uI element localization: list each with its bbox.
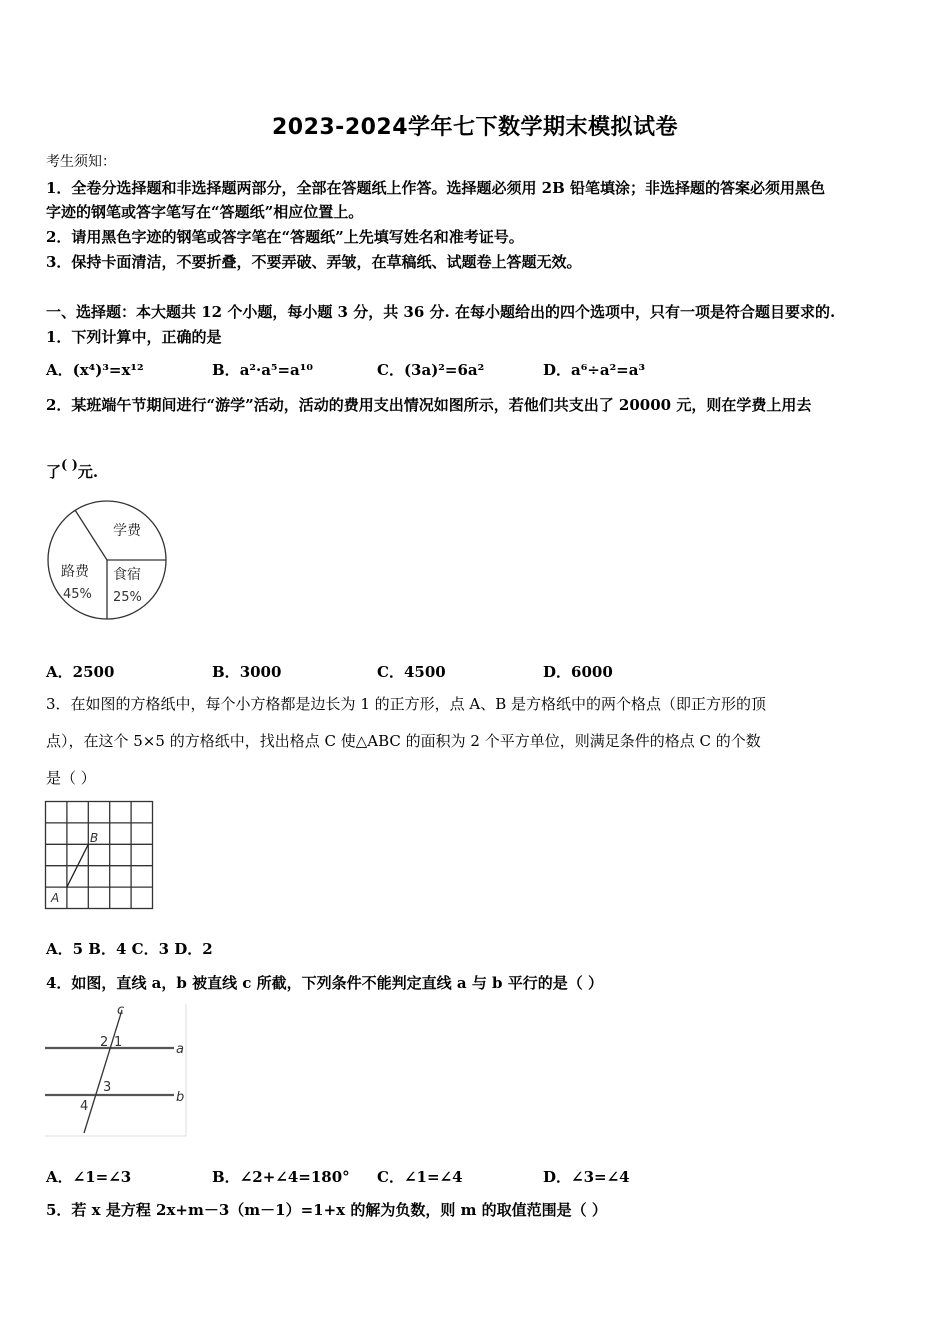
question-4-option-b[interactable]: [212, 1166, 350, 1187]
option-text: 4500: [403, 663, 446, 681]
option-text: a⁶÷a²=a³: [571, 361, 646, 379]
option-text: 3000: [239, 663, 282, 681]
parallel-lines-figure: [44, 1002, 190, 1138]
option-label: B．: [212, 1168, 240, 1186]
notice-item-1: 1．全卷分选择题和非选择题两部分，全部在答题纸上作答。选择题必须用 2B 铅笔填涂；非选择题的答案必须用黑色: [46, 179, 826, 197]
line-b-label: b: [176, 1090, 185, 1105]
question-4-option-a[interactable]: [46, 1166, 131, 1187]
expense-pie-chart: [45, 498, 171, 624]
option-text: 6000: [571, 663, 613, 681]
angle-3-label: 3: [103, 1080, 112, 1095]
question-1-stem: 1．下列计算中，正确的是: [46, 328, 222, 346]
angle-1-label: 1: [114, 1035, 123, 1050]
option-text: 2500: [72, 663, 115, 681]
option-label: D．: [543, 1168, 572, 1186]
question-3-stem: 3．在如图的方格纸中，每个小方格都是边长为 1 的正方形，点 A、B 是方格纸中的两个格点（即正方形的顶: [46, 695, 767, 713]
notice-item-3: 3．保持卡面清洁，不要折叠，不要弄破、弄皱，在草稿纸、试题卷上答题无效。: [46, 253, 582, 271]
option-label: A．: [46, 663, 73, 681]
question-2-option-b[interactable]: [212, 661, 281, 682]
option-text: ∠1=∠3: [72, 1168, 132, 1186]
option-text: ∠3=∠4: [571, 1168, 630, 1186]
grid-figure: [44, 800, 156, 912]
slice-value-food: 25%: [113, 590, 142, 605]
question-1-option-c[interactable]: [377, 359, 484, 380]
line-c-label: c: [117, 1003, 125, 1018]
option-label: D．: [543, 361, 572, 379]
notice-item-1-cont: 字迹的钢笔或答字笔写在“答题纸”相应位置上。: [46, 203, 364, 221]
notice-heading: 考生须知：: [46, 154, 116, 170]
section-heading: 一、选择题：本大题共 12 个小题，每小题 3 分，共 36 分. 在每小题给出的四个选项中，只有一项是符合题目要求的.: [46, 303, 836, 321]
angle-4-label: 4: [80, 1099, 89, 1114]
question-2-stem: 2．某班端午节期间进行“游学”活动，活动的费用支出情况如图所示，若他们共支出了 20000 元，则在学费上用去: [46, 396, 812, 414]
question-4-stem: 4．如图，直线 a，b 被直线 c 所截，下列条件不能判定直线 a 与 b 平行的是（ ）: [46, 974, 603, 992]
question-1-option-d[interactable]: [543, 359, 645, 380]
line-a-label: a: [176, 1042, 184, 1057]
answer-blank: ( ): [61, 458, 78, 473]
option-text: ∠1=∠4: [403, 1168, 463, 1186]
page-title: 2023-2024学年七下数学期末模拟试卷: [271, 115, 679, 140]
slice-label-tuition: 学费: [113, 523, 141, 539]
stem-text: 元.: [77, 463, 99, 481]
question-3-stem-end: 是（ ）: [46, 769, 96, 787]
option-label: C．: [377, 663, 404, 681]
option-text: (x⁴)³=x¹²: [72, 361, 144, 379]
slice-value-travel: 45%: [63, 587, 92, 602]
option-text: (3a)²=6a²: [403, 361, 485, 379]
question-2-option-a[interactable]: [46, 661, 114, 682]
option-text: a²·a⁵=a¹⁰: [239, 361, 313, 379]
option-label: C．: [377, 361, 404, 379]
option-label: D．: [543, 663, 572, 681]
angle-2-label: 2: [100, 1035, 109, 1050]
question-5-stem: 5．若 x 是方程 2x+m－3（m－1）=1+x 的解为负数，则 m 的取值范围是（ ）: [46, 1201, 607, 1219]
slice-label-travel: 路费: [61, 564, 89, 580]
notice-item-2: 2．请用黑色字迹的钢笔或答字笔在“答题纸”上先填写姓名和准考证号。: [46, 228, 524, 246]
question-3-stem-cont: 点），在这个 5×5 的方格纸中，找出格点 C 使△ABC 的面积为 2 个平方单位，则满足条件的格点 C 的个数: [46, 732, 761, 750]
question-1-option-b[interactable]: [212, 359, 313, 380]
stem-text: 了: [46, 463, 62, 481]
slice-label-food: 食宿: [113, 567, 141, 583]
option-label: B．: [212, 663, 240, 681]
question-2-stem-cont: [46, 456, 98, 482]
point-b-label: B: [90, 831, 99, 845]
question-4-option-c[interactable]: [377, 1166, 463, 1187]
question-3-options[interactable]: A．5 B．4 C．3 D．2: [46, 940, 213, 958]
option-label: C．: [377, 1168, 404, 1186]
question-1-option-a[interactable]: [46, 359, 144, 380]
point-a-label: A: [51, 891, 60, 905]
question-4-option-d[interactable]: [543, 1166, 630, 1187]
option-text: ∠2+∠4=180°: [239, 1168, 350, 1186]
option-label: A．: [46, 1168, 73, 1186]
option-label: A．: [46, 361, 73, 379]
question-2-option-c[interactable]: [377, 661, 446, 682]
option-label: B．: [212, 361, 240, 379]
question-2-option-d[interactable]: [543, 661, 613, 682]
